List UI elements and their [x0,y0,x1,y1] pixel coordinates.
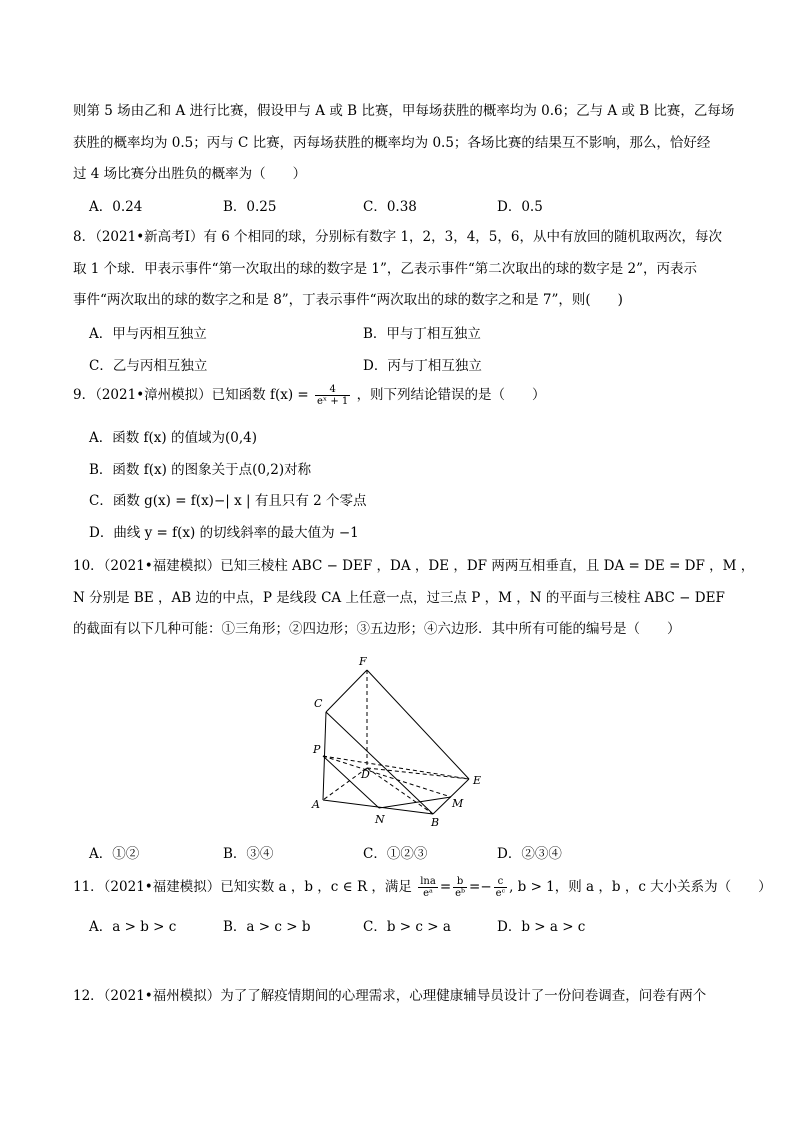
edge-CB [326,712,433,814]
label-N: N [375,813,385,826]
q11-fraction-3 [494,876,507,899]
q11-option-c: C．b > c > a [363,919,451,935]
label-B: B [431,816,440,829]
q7-line-2: 获胜的概率均为 0.5；丙与 C 比赛，丙每场获胜的概率均为 0.5；各场比赛的结果互不影响，那么，恰好经 [73,135,711,151]
q9-option-c: C．函数 g(x) = f(x)−| x | 有且只有 2 个零点 [89,493,367,509]
edge-NM [379,797,451,808]
q11-stem-pre: 11．（2021•福建模拟）已知实数 a ，b ，c ∈ R ，满足 [73,879,412,895]
edge-PN [323,756,379,808]
q11-f3-den: eᶜ [495,888,506,899]
q10-option-b: B．③④ [223,846,274,862]
q11-f1-den: eᵃ [423,888,433,899]
q7-line-1: 则第 5 场由乙和 A 进行比赛，假设甲与 A 或 B 比赛，甲每场获胜的概率均为 0.6；乙与 A 或 B 比赛，乙每场 [73,103,735,119]
q11-f2-den: eᵇ [455,888,466,899]
q7-option-a: A．0.24 [89,199,143,215]
q8-line-2: 取 1 个球．甲表示事件“第一次取出的球的数字是 1”，乙表示事件“第二次取出的球的数字是 2”，丙表示 [73,261,698,277]
label-A: A [312,798,320,811]
q9-option-b: B．函数 f(x) 的图象关于点(0,2)对称 [89,462,312,478]
q10-option-d: D．②③④ [497,846,562,862]
q7-option-c: C．0.38 [363,199,417,215]
q9-option-a: A．函数 f(x) 的值域为(0,4) [89,430,257,446]
label-F: F [359,655,367,668]
edge-DE [367,768,469,779]
q10-option-a: A．①② [89,846,140,862]
q11-option-b: B．a > c > b [223,919,311,935]
q11-option-d: D．b > a > c [497,919,586,935]
q8-option-a: A．甲与丙相互独立 [89,326,207,342]
q9-stem-post: ，则下列结论错误的是（ ） [356,387,546,403]
edge-DA [323,768,367,800]
q11-f1-num: lna [420,876,436,887]
q11-stem-post: , b > 1，则 a ，b ，c 大小关系为（ ） [509,879,772,895]
q8-line-1: 8．（2021•新高考Ⅰ）有 6 个相同的球，分别标有数字 1，2，3，4，5，6，从中有放回的随机取两次，每次 [73,229,722,245]
label-P: P [313,743,321,756]
q8-option-c: C．乙与丙相互独立 [89,358,208,374]
q9-fraction-num: 4 [315,384,350,396]
q9-fraction [315,384,350,407]
q11-f2-num: b [453,876,467,888]
q10-line-1: 10．（2021•福建模拟）已知三棱柱 ABC − DEF ，DA ，DE ，DF 两两互相垂直，且 DA = DE = DF ，M ， [73,558,755,574]
label-D: D [361,768,370,781]
q9-option-d: D．曲线 y = f(x) 的切线斜率的最大值为 −1 [89,525,359,541]
q9-stem-pre: 9．（2021•漳州模拟）已知函数 f(x) = [73,387,313,403]
q12-line-1: 12．（2021•福州模拟）为了了解疫情期间的心理需求，心理健康辅导员设计了一份问卷调查，问卷有两个 [73,988,707,1004]
edge-EB [433,779,469,814]
q11-fraction-2 [453,876,467,899]
q11-option-a: A．a > b > c [89,919,177,935]
q10-line-2: N 分别是 BE ，AB 边的中点，P 是线段 CA 上任意一点，过三点 P ，M ，N 的平面与三棱柱 ABC − DEF [73,590,725,606]
q8-line-3: 事件“两次取出的球的数字之和是 8”，丁表示事件“两次取出的球的数字之和是 7”，则( ) [73,292,623,308]
q7-option-d: D．0.5 [497,199,543,215]
label-E: E [473,774,482,787]
edge-PE [323,756,469,779]
edge-FE [367,670,469,779]
edge-CF [326,670,367,712]
q7-line-3: 过 4 场比赛分出胜负的概率为（ ） [73,166,307,182]
label-M: M [452,797,464,810]
q9-stem [73,384,546,407]
q8-option-d: D．丙与丁相互独立 [363,358,482,374]
q11-f3-num: c [494,876,507,888]
q10-option-c: C．①②③ [363,846,428,862]
q7-option-b: B．0.25 [223,199,277,215]
edge-PM [323,756,451,797]
q11-stem: 11．（2021•福建模拟）已知实数 a ，b ，c ∈ R ，满足 $\frac{\ln a}{\text{eᵃ}}$ = $\frac{b}{\text{eᵇ}}$ =− $\frac{c}{\text{eᶜ}}$ , b > 1，则 a ，b ，c 大小关系为（ ） [73,876,772,899]
q9-fraction-den: eˣ + 1 [317,396,349,407]
label-C: C [314,697,323,710]
edge-DB [367,768,433,814]
q8-option-b: B．甲与丁相互独立 [363,326,481,342]
edge-CA [323,712,326,800]
edge-AB [323,800,433,814]
q10-line-3: 的截面有以下几种可能：①三角形；②四边形；③五边形；④六边形．其中所有可能的编号是（ ） [73,621,681,637]
q11-fraction-1 [418,876,438,899]
